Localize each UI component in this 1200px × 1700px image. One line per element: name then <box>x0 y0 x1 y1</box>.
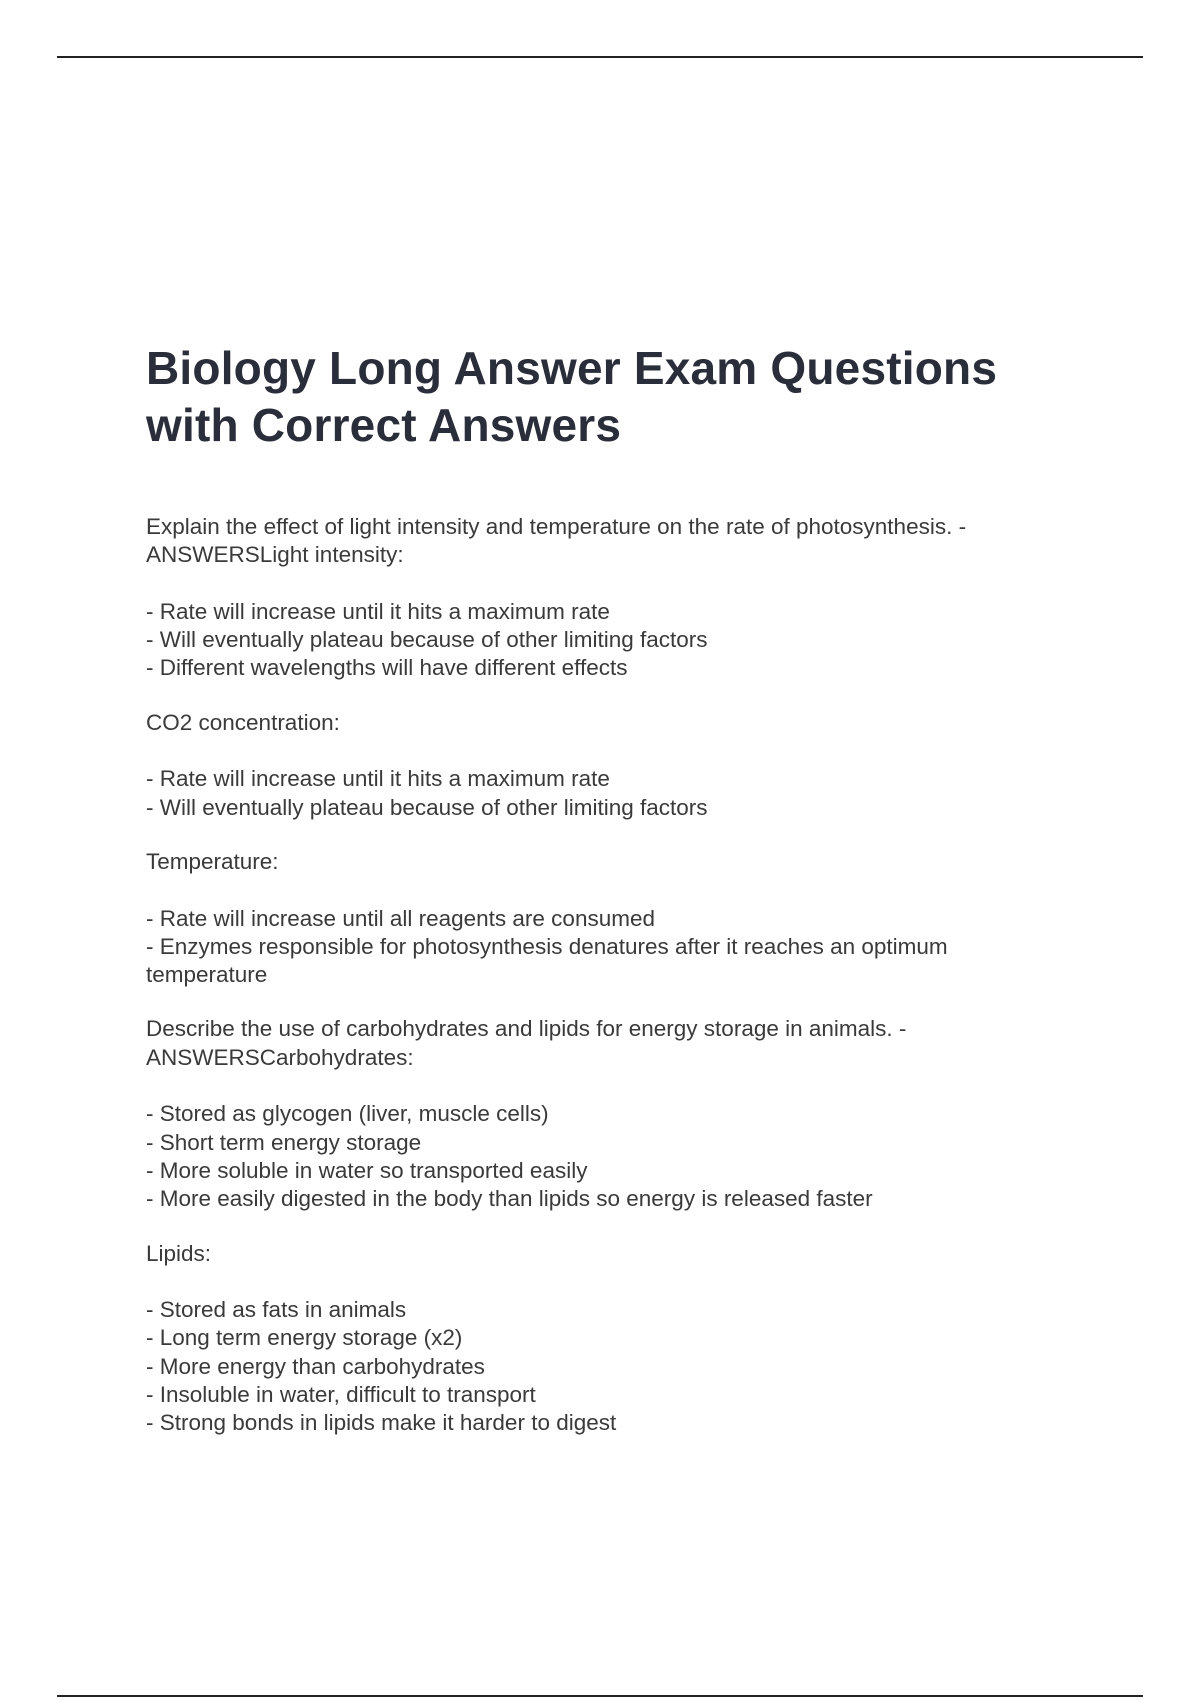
section-heading: Temperature: <box>146 848 279 874</box>
list-item: - Long term energy storage (x2) <box>146 1325 463 1351</box>
section-heading: CO2 concentration: <box>146 709 340 735</box>
list-item: - More easily digested in the body than lipids so energy is released faster <box>146 1186 873 1212</box>
bottom-divider <box>57 1695 1143 1697</box>
list-item: - Short term energy storage <box>146 1129 422 1155</box>
list-item: - More soluble in water so transported easily <box>146 1157 588 1183</box>
title-line-2: with Correct Answers <box>146 399 622 451</box>
section-heading: Lipids: <box>146 1240 212 1266</box>
list-item: - Insoluble in water, difficult to transport <box>146 1382 536 1408</box>
question-text: Explain the effect of light intensity and temperature on the rate of photosynthesis. - <box>146 514 967 539</box>
list-item: - Rate will increase until all reagents are consumed <box>146 905 655 931</box>
list-item: - Will eventually plateau because of other limiting factors <box>146 794 708 820</box>
question-text: Describe the use of carbohydrates and lipids for energy storage in animals. - <box>146 1016 907 1042</box>
list-item: - More energy than carbohydrates <box>146 1353 485 1379</box>
question-1 <box>146 513 1066 989</box>
list-item: - Stored as fats in animals <box>146 1297 407 1323</box>
list-item: - Stored as glycogen (liver, muscle cells) <box>146 1101 549 1127</box>
title-line-1: Biology Long Answer Exam Questions <box>146 342 998 394</box>
list-item: - Rate will increase until it hits a maximum rate <box>146 766 610 792</box>
list-item: - Strong bonds in lipids make it harder to digest <box>146 1410 617 1436</box>
document-body <box>146 513 1066 1438</box>
page-title <box>146 340 1066 454</box>
list-item: temperature <box>146 962 268 988</box>
top-divider <box>57 56 1143 58</box>
list-item: - Rate will increase until it hits a maximum rate <box>146 598 610 624</box>
question-text: ANSWERSCarbohydrates: <box>146 1044 414 1070</box>
question-2 <box>146 1015 1066 1437</box>
list-item: - Enzymes responsible for photosynthesis denatures after it reaches an optimum <box>146 933 948 959</box>
list-item: - Different wavelengths will have different effects <box>146 655 628 681</box>
question-text: ANSWERSLight intensity: <box>146 542 404 568</box>
list-item: - Will eventually plateau because of other limiting factors <box>146 627 708 653</box>
